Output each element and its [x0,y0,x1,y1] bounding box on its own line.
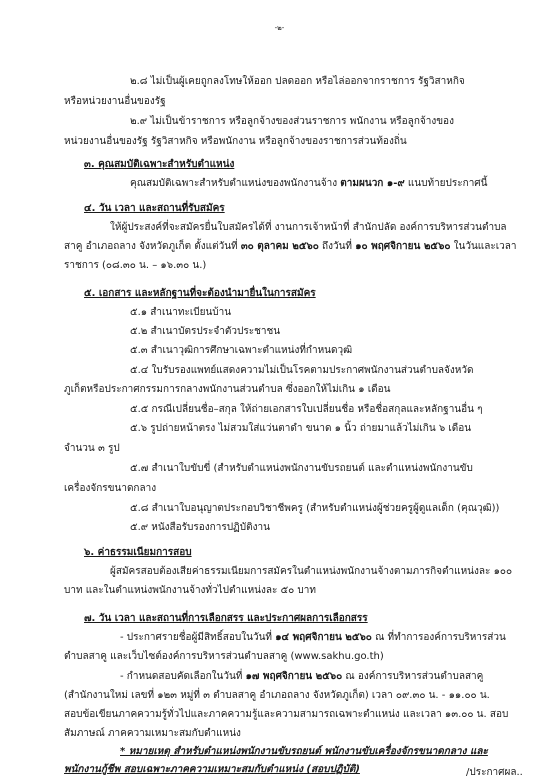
section-4-line-1: ให้ผู้ประสงค์ที่จะสมัครยื่นใบสมัครได้ที่ งานการเจ้าหน้าที่ สำนักปลัด องค์การบริหารส่วนตำบล [110,222,507,233]
remark-line-1: * หมายเหตุ สำหรับตำแหน่งพนักงานขับรถยนต์ พนักงานขับเครื่องจักรขนาดกลาง และ [120,746,488,757]
section-4-line-2-d: ในวันและเวลา [450,241,517,252]
section-4-line-2-c: ถึงวันที่ [318,241,356,252]
section-7-para-1-a: - ประกาศรายชื่อผู้มีสิทธิ์สอบในวันที่ [120,632,276,643]
section-7-para-1-c: ณ ที่ทำการองค์การบริหารส่วน [371,632,506,643]
item-2-9-line-1: ๒.๙ ไม่เป็นข้าราชการ หรือลูกจ้างของส่วนราชการ พนักงาน หรือลูกจ้างของ [130,116,454,127]
item-2-8-line-1: ๒.๘ ไม่เป็นผู้เคยถูกลงโทษให้ออก ปลดออก หรือไล่ออกจากราชการ รัฐวิสาหกิจ [130,76,465,87]
item-5-5: ๕.๕ กรณีเปลี่ยนชื่อ–สกุล ให้ถ่ายเอกสารใบเปลี่ยนชื่อ หรือชื่อสกุลและหลักฐานอื่น ๆ [130,404,483,415]
item-5-3: ๕.๓ สำเนาวุฒิการศึกษาเฉพาะตำแหน่งที่กำหนดวุฒิ [130,345,353,356]
section-7-para-2-line-1 [120,670,483,683]
item-5-7-line-2: เครื่องจักรขนาดกลาง [64,483,157,494]
item-5-4-line-1: ๕.๔ ใบรับรองแพทย์แสดงความไม่เป็นโรคตามประกาศพนักงานส่วนตำบลจังหวัด [130,365,474,376]
exam-date: ๑๗ พฤศจิกายน ๒๕๖๐ [245,671,343,682]
remark-line-2: พนักงานกู้ชีพ สอบเฉพาะภาคความเหมาะสมกับตำแหน่ง (สอบปฏิบัติ) [64,764,360,775]
section-7-para-2-c: ณ องค์การบริหารส่วนตำบลสาคู [342,671,484,682]
item-5-1: ๕.๑ สำเนาทะเบียนบ้าน [130,307,232,318]
item-5-4-line-2: ภูเก็ตหรือประกาศกรรมการกลางพนักงานส่วนตำบล ซึ่งออกให้ไม่เกิน ๑ เดือน [64,384,391,395]
item-5-6-line-2: จำนวน ๓ รูป [64,443,120,454]
section-7-para-1-line-2: ตำบลสาคู และเว็บไซต์องค์การบริหารส่วนตำบลสาคู (www.sakhu.go.th) [64,651,384,662]
section-3-heading: ๓. คุณสมบัติเฉพาะสำหรับตำแหน่ง [84,159,235,170]
section-7-heading: ๗. วัน เวลา และสถานที่การเลือกสรร และประกาศผลการเลือกสรร [84,613,368,624]
item-5-2: ๕.๒ สำเนาบัตรประจำตัวประชาชน [130,326,281,337]
item-5-8: ๕.๘ สำเนาใบอนุญาตประกอบวิชาชีพครู (สำหรับตำแหน่งผู้ช่วยครูผู้ดูแลเด็ก (คุณวุฒิ)) [130,503,500,514]
section-7-para-2-line-3: สอบข้อเขียนภาคความรู้ทั่วไปและภาคความรู้และความสามารถเฉพาะตำแหน่ง และเวลา ๑๓.๐๐ น. สอบ [64,709,509,720]
section-4-line-3: ราชการ (๐๘.๓๐ น. – ๑๖.๓๐ น.) [64,260,207,271]
section-7-para-1-line-1 [120,631,506,644]
section-7-para-2-line-2: (สำนักงานใหม่ เลขที่ ๑๒๓ หมู่ที่ ๓ ตำบลสาคู อำเภอถลาง จังหวัดภูเก็ต) เวลา ๐๙.๓๐ น. - ๑๑.๐๐ น. [64,690,490,701]
section-4-line-2 [64,240,517,253]
item-2-8-line-2: หรือหน่วยงานอื่นของรัฐ [64,96,166,107]
item-2-9-line-2: หน่วยงานอื่นของรัฐ รัฐวิสาหกิจ หรือพนักงาน หรือลูกจ้างของราชการส่วนท้องถิ่น [64,136,407,147]
section-3-annex-ref: ตามผนวก ๑-๙ [340,178,405,189]
section-5-heading: ๕. เอกสาร และหลักฐานที่จะต้องนำมายื่นในการสมัคร [84,288,316,299]
candidate-list-date: ๑๔ พฤศจิกายน ๒๕๖๐ [275,632,372,643]
item-5-7-line-1: ๕.๗ สำเนาใบขับขี่ (สำหรับตำแหน่งพนักงานขับรถยนต์ และตำแหน่งพนักงานขับ [130,463,473,474]
application-end-date: ๑๐ พฤศจิกายน ๒๕๖๐ [355,241,451,252]
page-number: -๒- [274,24,285,32]
section-4-line-2-a: สาคู อำเภอถลาง จังหวัดภูเก็ต ตั้งแต่วันที่ [64,241,241,252]
section-7-para-2-a: - กำหนดสอบคัดเลือกในวันที่ [120,671,246,682]
section-6-line-2: บาท และในตำแหน่งพนักงานจ้างทั่วไปตำแหน่งละ ๕๐ บาท [64,585,316,596]
section-3-text-a: คุณสมบัติเฉพาะสำหรับตำแหน่งของพนักงานจ้าง [130,178,341,189]
application-start-date: ๓๐ ตุลาคม ๒๕๖๐ [240,241,319,252]
continuation-marker: /ประกาศผล.. [466,767,523,778]
section-3-text [130,177,488,190]
section-3-text-b: แนบท้ายประกาศนี้ [404,178,488,189]
section-6-heading: ๖. ค่าธรรมเนียมการสอบ [84,547,192,558]
item-5-6-line-1: ๕.๖ รูปถ่ายหน้าตรง ไม่สวมใส่แว่นตาดำ ขนาด ๑ นิ้ว ถ่ายมาแล้วไม่เกิน ๖ เดือน [130,423,472,434]
section-6-line-1: ผู้สมัครสอบต้องเสียค่าธรรมเนียมการสมัครในตำแหน่งพนักงานจ้างตามภารกิจตำแหน่งละ ๑๐๐ [110,566,513,577]
item-5-9: ๕.๙ หนังสือรับรองการปฏิบัติงาน [130,522,270,533]
section-7-para-2-line-4: สัมภาษณ์ ภาคความเหมาะสมกับตำแหน่ง [64,728,241,739]
section-4-heading: ๔. วัน เวลา และสถานที่รับสมัคร [84,203,225,214]
